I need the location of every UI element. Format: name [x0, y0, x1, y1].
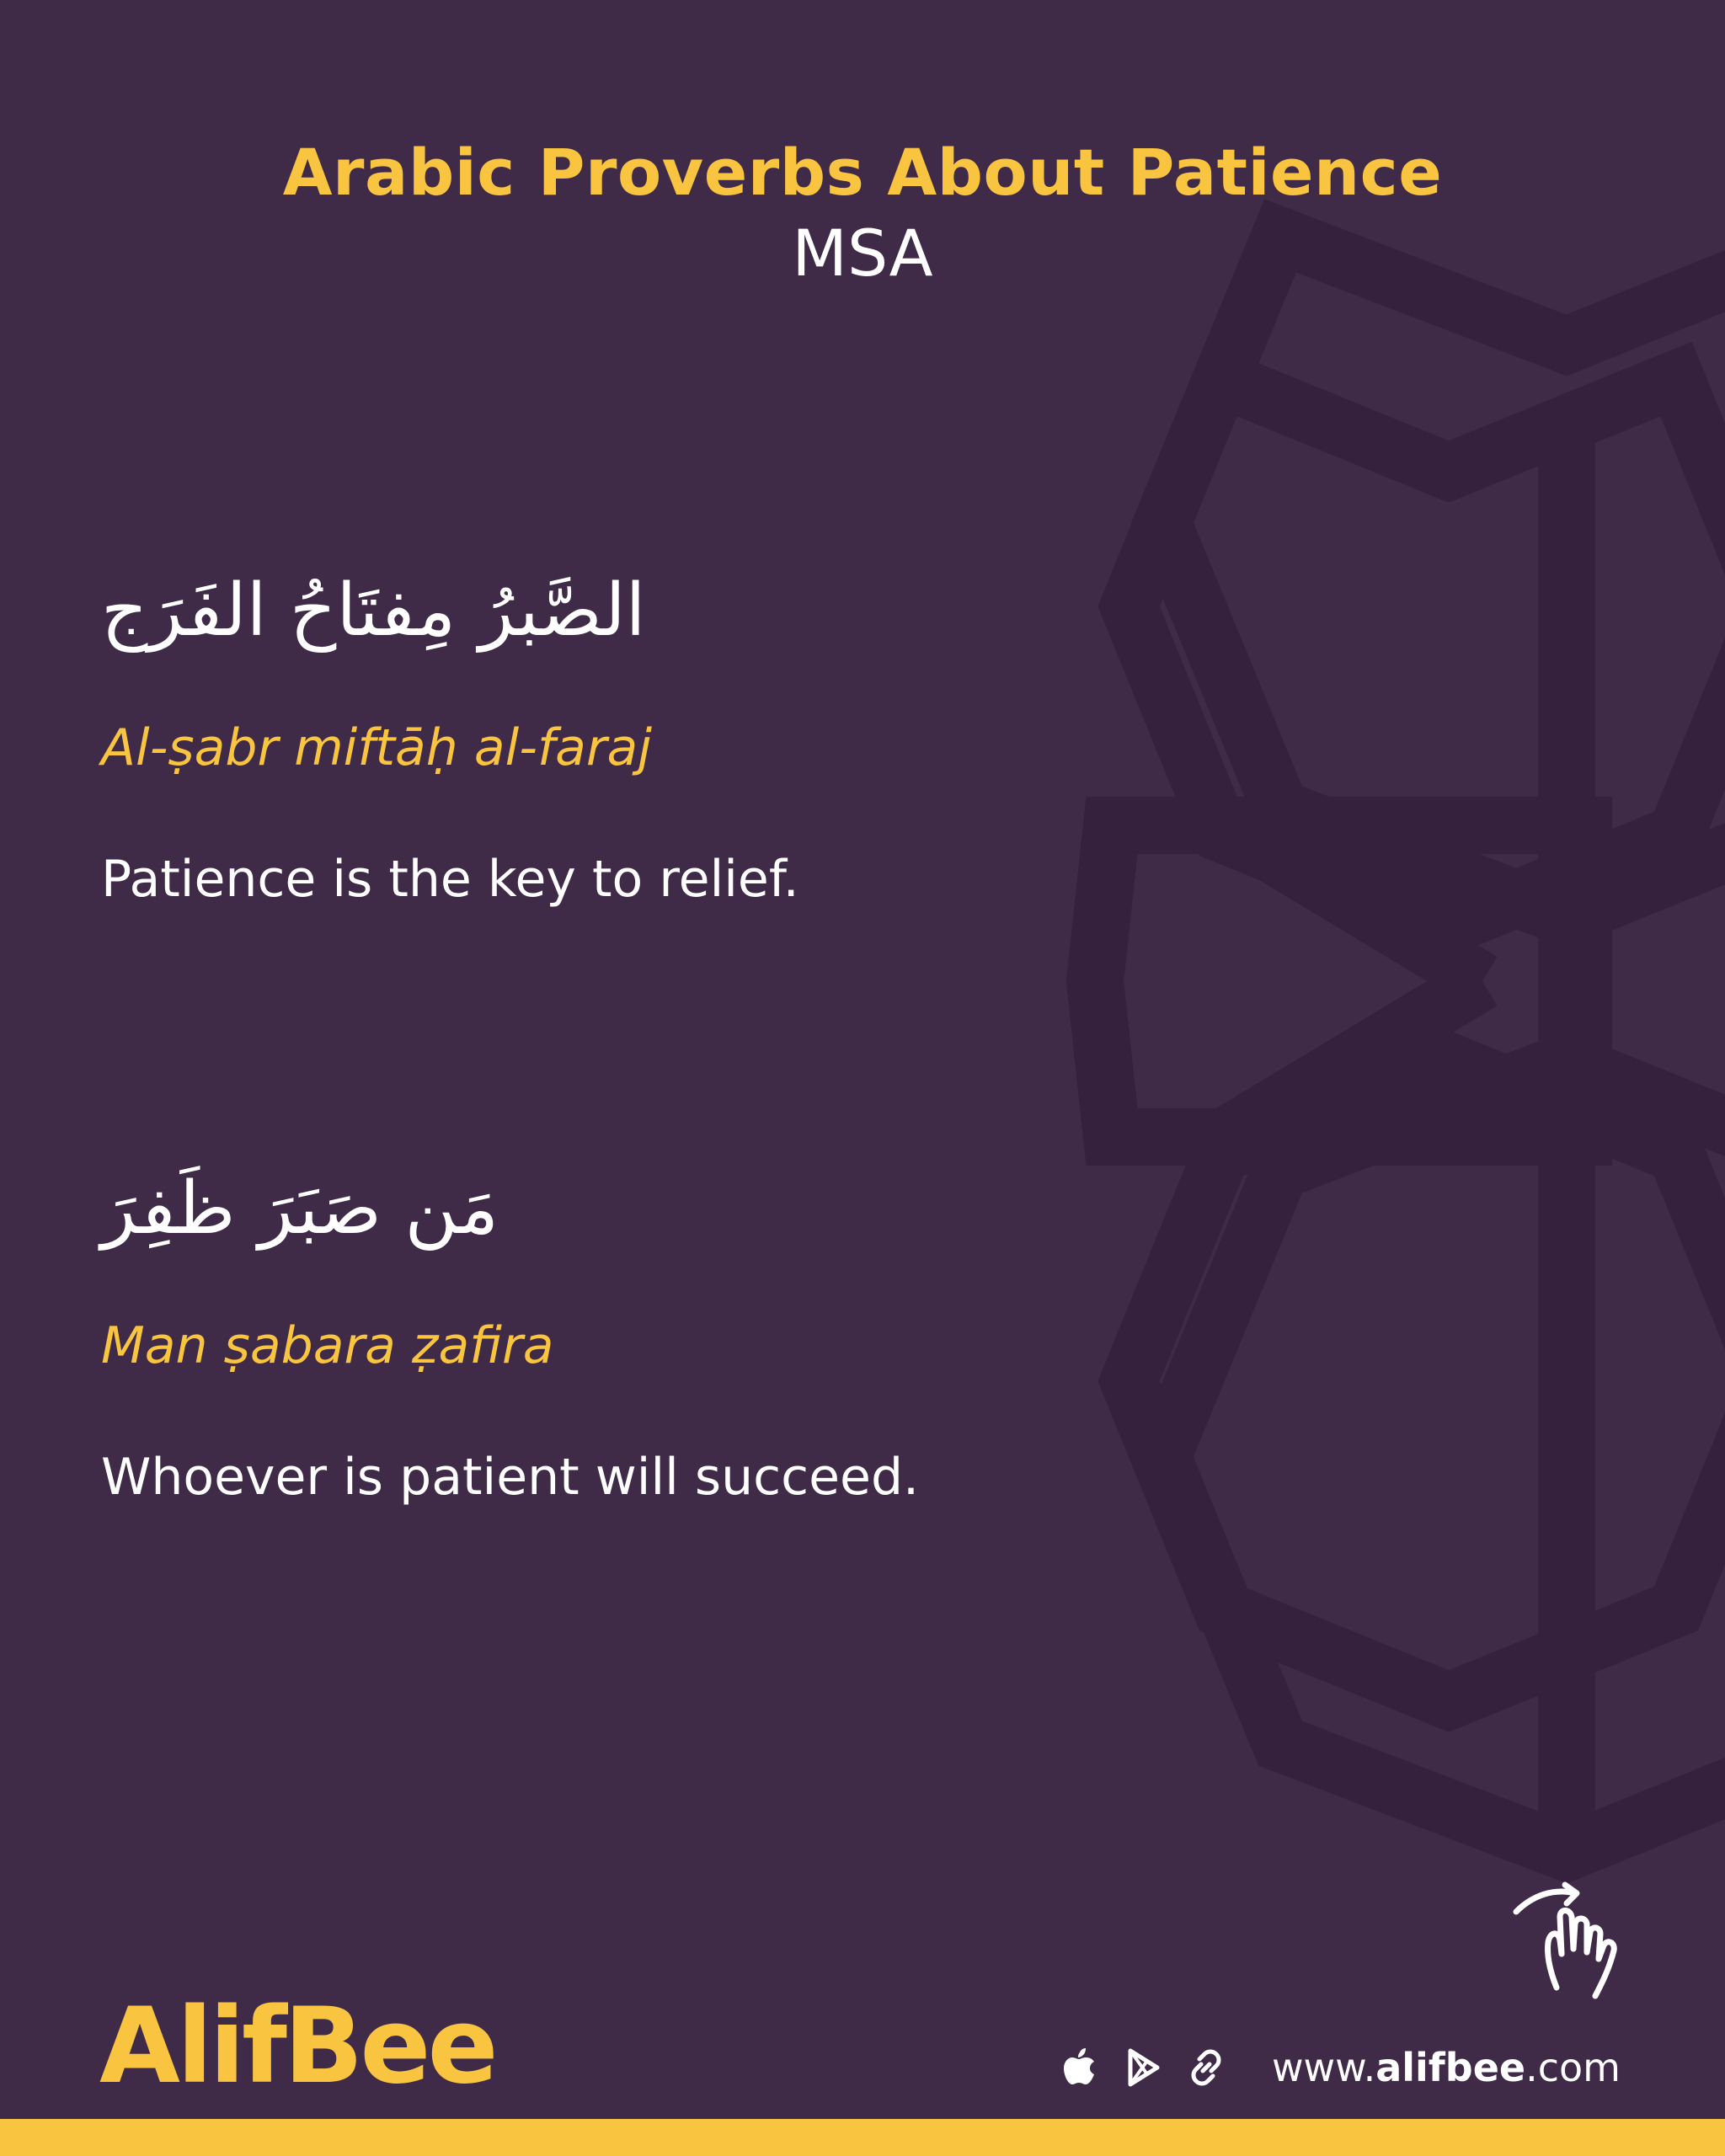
page-title: Arabic Proverbs About Patience	[282, 135, 1443, 210]
proverb-transliteration: Al-ṣabr miftāḥ al-faraj	[101, 718, 652, 777]
website-prefix: www.	[1271, 2045, 1376, 2090]
website-suffix: .com	[1525, 2045, 1621, 2090]
proverb-meaning: Patience is the key to relief.	[101, 850, 799, 909]
swipe-hand-icon	[1508, 1878, 1634, 2004]
proverb-card	[101, 1162, 1196, 1508]
header	[0, 135, 1725, 291]
link-icon[interactable]	[1184, 2046, 1228, 2089]
proverb-arabic: مَن صَبَرَ ظَفِرَ	[101, 1166, 499, 1251]
proverb-transliteration: Man ṣabara ẓafira	[101, 1316, 554, 1375]
play-store-icon[interactable]	[1122, 2046, 1166, 2089]
proverb-arabic: الصَّبرُ مِفتَاحُ الفَرَج	[101, 568, 646, 653]
website-domain: alifbee	[1375, 2045, 1526, 2090]
page-subtitle: MSA	[792, 216, 933, 291]
proverb-meaning: Whoever is patient will succeed.	[101, 1448, 920, 1507]
apple-icon[interactable]	[1060, 2046, 1103, 2089]
website-link[interactable]	[1272, 2045, 1621, 2090]
bottom-accent-bar	[0, 2119, 1725, 2156]
footer-links	[1060, 2038, 1621, 2097]
proverb-card	[101, 564, 1196, 910]
alifbee-logo: AlifBee	[99, 1986, 495, 2107]
